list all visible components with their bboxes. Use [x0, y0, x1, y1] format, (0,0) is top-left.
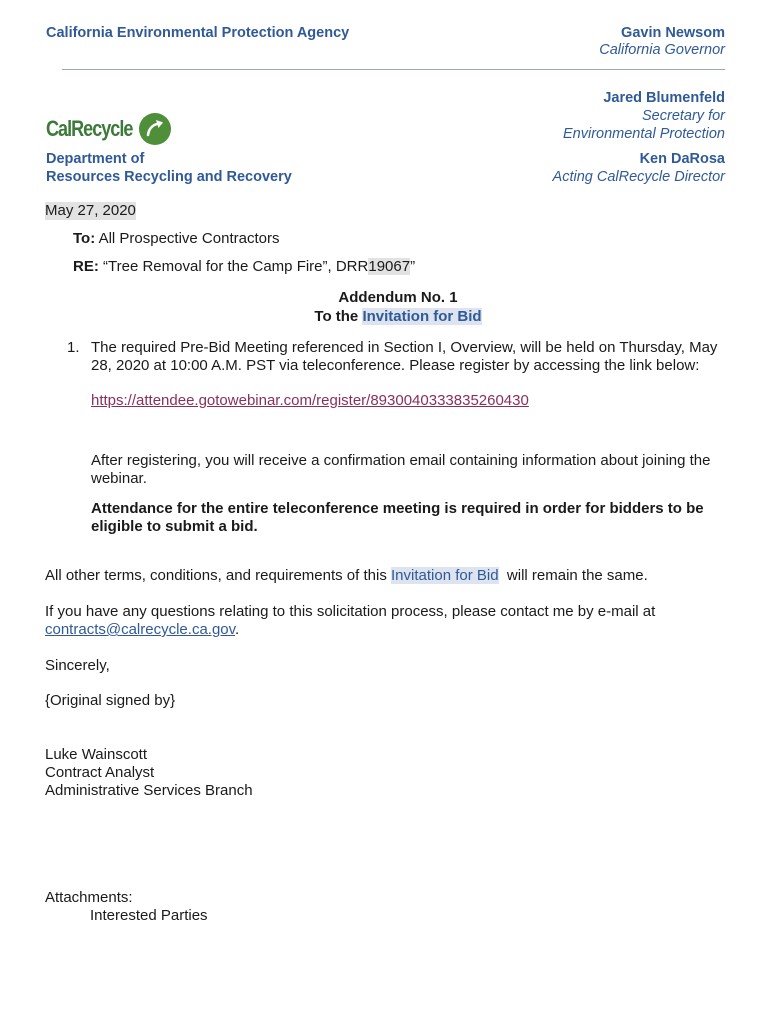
governor-name: Gavin Newsom [621, 25, 725, 41]
questions-line-2 [45, 621, 239, 639]
to-value: All Prospective Contractors [98, 230, 280, 247]
secretary-title-line-2: Environmental Protection [563, 126, 725, 142]
re-value-end: ” [410, 258, 416, 275]
director-title: Acting CalRecycle Director [552, 169, 725, 185]
agency-name: California Environmental Protection Agency [46, 25, 350, 41]
signer-title: Contract Analyst [45, 764, 155, 781]
secretary-title-line-1: Secretary for [642, 108, 725, 124]
governor-title: California Governor [599, 42, 725, 58]
item-line-2: 28, 2020 at 10:00 A.M. PST via teleconference. Please register by accessing the link below: [91, 357, 700, 374]
register-link[interactable]: https://attendee.gotowebinar.com/register/8930040333835260430 [91, 392, 529, 409]
secretary-name: Jared Blumenfeld [603, 90, 725, 106]
attachments-item: Interested Parties [90, 907, 208, 924]
signer-branch: Administrative Services Branch [45, 782, 253, 799]
attendance-line-1: Attendance for the entire teleconference meeting is required in order for bidders to be [91, 500, 704, 517]
re-line [73, 258, 415, 276]
attachments-label: Attachments: [45, 889, 133, 906]
addendum-subtitle [0, 308, 770, 326]
invitation-for-bid-field[interactable]: Invitation for Bid [362, 308, 482, 325]
sincerely: Sincerely, [45, 657, 110, 674]
re-label: RE: [73, 258, 99, 275]
terms-line [45, 567, 648, 585]
director-name: Ken DaRosa [639, 151, 725, 167]
re-number: 19067 [368, 258, 411, 275]
header-divider [62, 69, 725, 70]
re-value: “Tree Removal for the Camp Fire”, DRR [103, 258, 369, 275]
contact-email-link[interactable]: contracts@calrecycle.ca.gov [45, 621, 236, 638]
letter-date: May 27, 2020 [45, 202, 136, 219]
department-line-2: Resources Recycling and Recovery [46, 169, 292, 185]
register-link-wrapper [91, 392, 529, 410]
addendum-title: Addendum No. 1 [338, 289, 458, 306]
recycle-arrow-icon [139, 113, 171, 145]
terms-invitation-field[interactable]: Invitation for Bid [391, 567, 499, 584]
questions-end: . [235, 621, 240, 638]
terms-suffix: will remain the same. [498, 567, 648, 584]
item-line-1: The required Pre-Bid Meeting referenced in Section I, Overview, will be held on Thursday, May [91, 339, 718, 356]
terms-prefix: All other terms, conditions, and requirements of this [45, 567, 391, 584]
attendance-line-2: eligible to submit a bid. [91, 518, 258, 535]
after-line-2: webinar. [91, 470, 147, 487]
to-line [73, 230, 279, 248]
item-number: 1. [67, 339, 80, 356]
to-label: To: [73, 230, 96, 247]
logo-text: CalRecycle [46, 116, 133, 141]
department-line-1: Department of [46, 151, 145, 167]
questions-line-1: If you have any questions relating to this solicitation process, please contact me by e-mail at [45, 603, 656, 620]
addendum-subtitle-prefix: To the [314, 308, 363, 325]
signer-name: Luke Wainscott [45, 746, 147, 763]
after-line-1: After registering, you will receive a confirmation email containing information about joining the [91, 452, 711, 469]
signature-note: {Original signed by} [45, 692, 176, 709]
calrecycle-logo [46, 113, 171, 145]
